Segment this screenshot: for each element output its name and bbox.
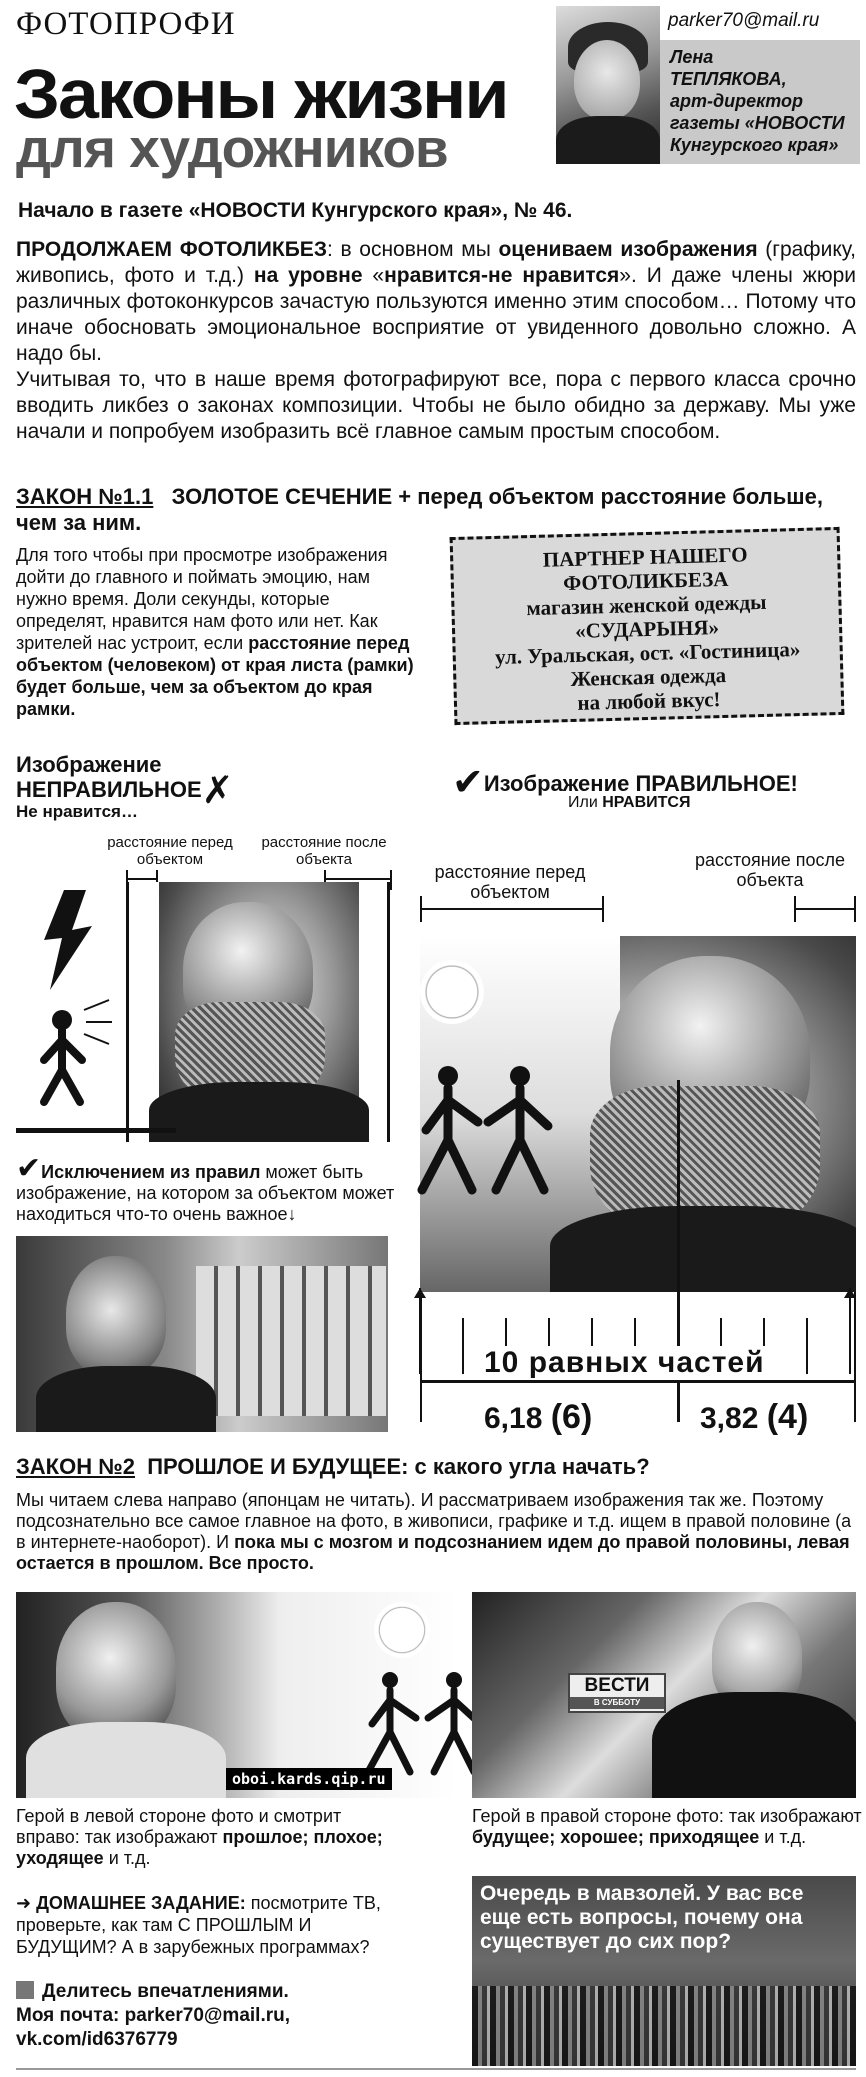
- author-role-3: Кунгурского края»: [670, 135, 839, 155]
- caption-right-c: и т.д.: [759, 1827, 807, 1847]
- intro-p1-d: на уровне: [253, 264, 363, 287]
- law1-title: ЗОЛОТОЕ СЕЧЕНИЕ: [171, 484, 393, 509]
- author-last-name: ТЕПЛЯКОВА,: [670, 69, 787, 89]
- caption-left-a: Герой в левой стороне фото и смотрит вправо: так изображают: [16, 1806, 342, 1847]
- law1-text-b: расстояние перед объектом (человеком) от края листа (рамки) будет больше, чем за объектом до края рамки.: [16, 633, 414, 719]
- law2-title: ПРОШЛОЕ И БУДУЩЕЕ: с какого угла начать?: [147, 1454, 650, 1479]
- wrong-heading-1: Изображение: [16, 752, 162, 777]
- rubric-label: ФОТОПРОФИ: [16, 6, 236, 42]
- scale-right-number: 3,82: [700, 1402, 759, 1435]
- wrong-label-after: расстояние после объекта: [261, 834, 387, 868]
- law1-heading: [16, 484, 856, 536]
- caption-left-c: и т.д.: [103, 1848, 151, 1868]
- vesti-logo-text: ВЕСТИ: [584, 1675, 650, 1696]
- scale-left-value: [484, 1398, 592, 1437]
- square-bullet-icon: [16, 1981, 34, 1999]
- author-role-2: газеты «НОВОСТИ: [670, 113, 845, 133]
- bottom-divider: [16, 2068, 856, 2070]
- scale-right-paren: (4): [766, 1398, 809, 1436]
- partner-line-3: магазин женской одежды: [526, 589, 767, 621]
- scale-left-paren: (6): [550, 1398, 593, 1436]
- law2-text-a: Мы читаем слева направо (японцам не читать). И рассматриваем изображения так же. Поэтому подсознательно все самое главное на фото, в живописи, графике и т.д. ищем в правой половине (а в интернете-наоборот). И: [16, 1490, 852, 1552]
- right-sub-a: Или: [568, 794, 603, 811]
- law1-subtitle: + перед объектом расстояние больше, чем за ним.: [16, 484, 823, 535]
- wrong-heading-2: НЕПРАВИЛЬНОЕ: [16, 777, 202, 802]
- intro-p1-b: оцениваем изображения: [498, 238, 758, 261]
- law1-text-a: Для того чтобы при просмотре изображения дойти до главного и поймать эмоцию, нам нужно время. Доли секунды, которые определят, нравится нам фото или нет. Как зрителей нас устроит, если: [16, 545, 388, 653]
- exception-text: [16, 1152, 416, 1225]
- right-heading-text: Изображение ПРАВИЛЬНОЕ!: [483, 771, 798, 796]
- check-icon: ✔: [16, 1152, 42, 1185]
- right-label-after: расстояние после объекта: [694, 850, 846, 890]
- partner-line-7: на любой вкус!: [577, 687, 721, 715]
- cross-icon: ✗: [201, 770, 234, 812]
- law2-heading: [16, 1454, 856, 1480]
- exception-bold: Исключением из правил: [41, 1162, 261, 1182]
- share-line-3: vk.com/id6376779: [16, 2029, 178, 2050]
- right-label-before: расстояние перед объектом: [434, 862, 586, 902]
- mausoleum-question: Очередь в мавзолей. У вас все еще есть вопросы, почему она существует до сих пор?: [480, 1882, 804, 1953]
- intro-p1-c: (графику, живопись, фото и т.д.): [16, 238, 856, 287]
- caption-left: [16, 1806, 406, 1869]
- law2-text-b: пока мы с мозгом и подсознанием идем до правой половины, левая остается в прошлом. Все просто.: [16, 1532, 850, 1573]
- wrong-label-before: расстояние перед объектом: [107, 834, 233, 868]
- share-line-2: Моя почта: parker70@mail.ru,: [16, 2005, 290, 2026]
- homework-bold: ДОМАШНЕЕ ЗАДАНИЕ:: [36, 1893, 246, 1913]
- intro-p2: Учитывая то, что в наше время фотографируют все, пора с первого класса срочно вводить ликбез о законах композиции. Чтобы не было обидно за державу. Мы уже начали и попробуем изобразить всё главное самым простым способом.: [16, 368, 856, 443]
- law2-number: ЗАКОН №2: [16, 1454, 135, 1479]
- exception-body: может быть изображение, на котором за объектом может находиться что-то очень важное: [16, 1162, 395, 1224]
- exception-photo: [16, 1236, 388, 1432]
- share-line-1: Делитесь впечатлениями.: [42, 1981, 289, 2002]
- check-icon: ✔: [452, 762, 484, 804]
- start-note: Начало в газете «НОВОСТИ Кунгурского края», № 46.: [18, 199, 573, 222]
- smiling-sun-icon-2: [374, 1602, 430, 1658]
- mausoleum-photo: [472, 1876, 856, 2066]
- partner-line-5: ул. Уральская, ост. «Гостиница»: [494, 636, 801, 669]
- smiling-sun-icon: [420, 960, 484, 1024]
- author-info-box: [660, 40, 860, 164]
- vesti-logo-sub: В СУББОТУ: [570, 1697, 664, 1709]
- arrow-right-icon: ➜: [16, 1893, 32, 1913]
- share-block: [16, 1980, 416, 2052]
- partner-line-4: «СУДАРЫНЯ»: [574, 615, 720, 643]
- right-sub-b: НРАВИТСЯ: [602, 794, 691, 811]
- intro-p1-e: «: [362, 264, 385, 287]
- intro-text: [16, 237, 856, 445]
- intro-p1-f: нравится-не нравится: [384, 264, 620, 287]
- law1-text: [16, 544, 416, 720]
- author-role-1: арт-директор: [670, 91, 804, 111]
- author-photo: [556, 6, 660, 164]
- author-first-name: Лена: [670, 47, 714, 67]
- law1-number: ЗАКОН №1.1: [16, 484, 154, 509]
- homework: [16, 1892, 416, 1958]
- arrow-down-icon: ↓: [287, 1204, 297, 1224]
- partner-line-6: Женская одежда: [570, 662, 727, 692]
- law2-text: [16, 1490, 856, 1574]
- walking-figure-left: [14, 880, 114, 1120]
- partner-line-1: ПАРТНЕР НАШЕГО: [542, 542, 748, 572]
- caption-right-a: Герой в правой стороне фото: так изображают: [472, 1806, 862, 1826]
- partner-box: [450, 527, 845, 725]
- scale-label: 10 равных частей: [480, 1346, 769, 1380]
- intro-p1-g: ». И даже члены жюри различных фотоконкурсов зачастую пользуются именно этим способом… Потому что иначе обосновать эмоциональное восприятие от увиденного довольно сложно. А надо бы.: [16, 264, 856, 365]
- caption-right: [472, 1806, 862, 1848]
- scale-left-number: 6,18: [484, 1402, 543, 1435]
- scale-right-value: [700, 1398, 808, 1437]
- partner-line-2: ФОТОЛИКБЕЗА: [562, 566, 729, 596]
- page-title: Законы жизни: [14, 55, 508, 133]
- intro-p1-a: : в основном мы: [326, 238, 499, 261]
- photo-watermark: oboi.kards.qip.ru: [226, 1768, 392, 1790]
- author-email: parker70@mail.ru: [668, 10, 820, 31]
- intro-lead: ПРОДОЛЖАЕМ ФОТОЛИКБЕЗ: [16, 238, 327, 261]
- homework-text: посмотрите ТВ, проверьте, как там С ПРОШЛЫМ И БУДУЩИМ? А в зарубежных программах?: [16, 1893, 381, 1957]
- page-subtitle: для художников: [16, 117, 448, 179]
- walking-figures-icon: [402, 1060, 582, 1210]
- right-sub: [568, 794, 690, 812]
- vesti-logo: [568, 1673, 666, 1713]
- caption-right-b: будущее; хорошее; приходящее: [472, 1827, 760, 1847]
- wrong-photo: [126, 882, 390, 1142]
- caption-left-b: прошлое; плохое; уходящее: [16, 1827, 383, 1868]
- wrong-sub: Не нравится…: [16, 802, 138, 821]
